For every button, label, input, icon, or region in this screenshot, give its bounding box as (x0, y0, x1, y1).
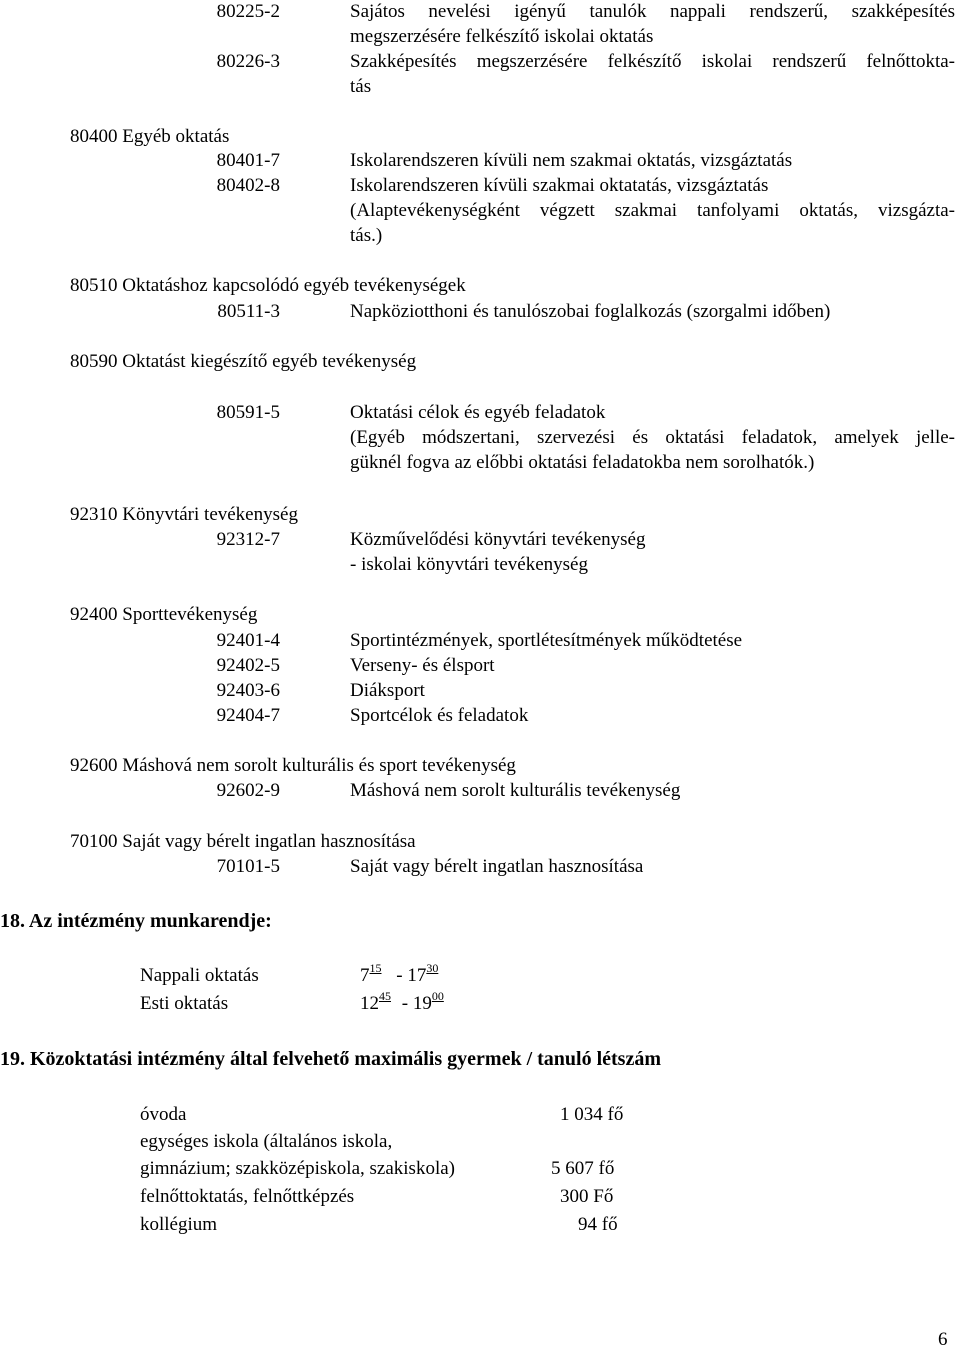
schedule-time (360, 961, 439, 989)
activity-desc: Diáksport (350, 680, 425, 701)
capacity-value: 94 fő (578, 1214, 618, 1235)
capacity-value: 5 607 fő (551, 1158, 615, 1179)
page-number: 6 (938, 1329, 948, 1350)
activity-desc: Sportintézmények, sportlétesítmények működtetése (350, 630, 743, 651)
schedule-time (360, 989, 444, 1017)
activity-desc: Szakképesítés megszerzésére felkészítő iskolai rendszerű felnőttokta- (350, 51, 955, 72)
group-title: 80510 Oktatáshoz kapcsolódó egyéb tevékenységek (70, 275, 466, 296)
start-minute: 45 (379, 989, 391, 1003)
activity-code: 80225-2 (216, 1, 280, 22)
activity-desc: (Alaptevékenységként végzett szakmai tanfolyami oktatás, vizsgázta- (350, 200, 955, 221)
capacity-label: felnőttoktatás, felnőttképzés (140, 1186, 355, 1207)
activity-code: 80511-3 (217, 301, 280, 322)
schedule-label: Nappali oktatás (140, 965, 259, 986)
activity-desc: güknél fogva az előbbi oktatási feladatokba nem sorolhatók.) (350, 452, 815, 473)
group-title: 92400 Sporttevékenység (70, 604, 258, 625)
activity-desc: Verseny- és élsport (350, 655, 495, 676)
activity-code: 80402-8 (216, 175, 280, 196)
activity-code: 80226-3 (216, 51, 280, 72)
activity-desc: - iskolai könyvtári tevékenység (350, 554, 588, 575)
activity-desc: (Egyéb módszertani, szervezési és oktatási feladatok, amelyek jelle- (350, 427, 955, 448)
end-minute: 00 (431, 989, 444, 1003)
activity-code: 92401-4 (216, 630, 280, 651)
capacity-value: 300 Fő (560, 1186, 614, 1207)
start-hour: 7 (360, 965, 370, 986)
end-minute: 30 (426, 961, 439, 975)
activity-desc: Közművelődési könyvtári tevékenység (350, 529, 646, 550)
activity-code: 92403-6 (216, 680, 280, 701)
start-minute: 15 (369, 961, 382, 975)
activity-code: 80401-7 (216, 150, 280, 171)
activity-code: 92312-7 (216, 529, 280, 550)
start-hour: 12 (360, 993, 379, 1014)
activity-desc: Sajátos nevelési igényű tanulók nappali rendszerű, szakképesítés (350, 1, 955, 22)
activity-code: 92404-7 (216, 705, 280, 726)
capacity-label: gimnázium; szakközépiskola, szakiskola) (140, 1158, 455, 1179)
capacity-value: 1 034 fő (560, 1104, 624, 1125)
section-heading: 18. Az intézmény munkarendje: (0, 910, 272, 932)
activity-desc: Sportcélok és feladatok (350, 705, 529, 726)
activity-code: 80591-5 (216, 402, 280, 423)
activity-code: 92602-9 (216, 780, 280, 801)
group-title: 70100 Saját vagy bérelt ingatlan hasznosítása (70, 831, 416, 852)
activity-code: 70101-5 (216, 856, 280, 877)
end-hour: - 17 (396, 965, 427, 986)
activity-desc: megszerzésére felkészítő iskolai oktatás (350, 26, 654, 47)
capacity-label: óvoda (140, 1104, 187, 1125)
activity-desc: Iskolarendszeren kívüli nem szakmai oktatás, vizsgáztatás (350, 150, 793, 171)
schedule-label: Esti oktatás (140, 993, 229, 1014)
activity-desc: Iskolarendszeren kívüli szakmai oktatatás, vizsgáztatás (350, 175, 769, 196)
capacity-label: kollégium (140, 1214, 218, 1235)
activity-desc: Oktatási célok és egyéb feladatok (350, 402, 606, 423)
activity-desc: Saját vagy bérelt ingatlan hasznosítása (350, 856, 644, 877)
group-title: 80590 Oktatást kiegészítő egyéb tevékenység (70, 351, 417, 372)
group-title: 92310 Könyvtári tevékenység (70, 504, 298, 525)
activity-code: 92402-5 (216, 655, 280, 676)
end-hour: - 19 (401, 993, 432, 1014)
activity-desc: tás (350, 76, 372, 97)
section-heading: 19. Közoktatási intézmény által felvehető maximális gyermek / tanuló létszám (0, 1048, 661, 1070)
capacity-label: egységes iskola (általános iskola, (140, 1131, 393, 1152)
activity-desc: tás.) (350, 225, 383, 246)
activity-desc: Napköziotthoni és tanulószobai foglalkozás (szorgalmi időben) (350, 301, 831, 322)
group-title: 80400 Egyéb oktatás (70, 126, 230, 147)
activity-desc: Máshová nem sorolt kulturális tevékenység (350, 780, 681, 801)
group-title: 92600 Máshová nem sorolt kulturális és sport tevékenység (70, 755, 516, 776)
